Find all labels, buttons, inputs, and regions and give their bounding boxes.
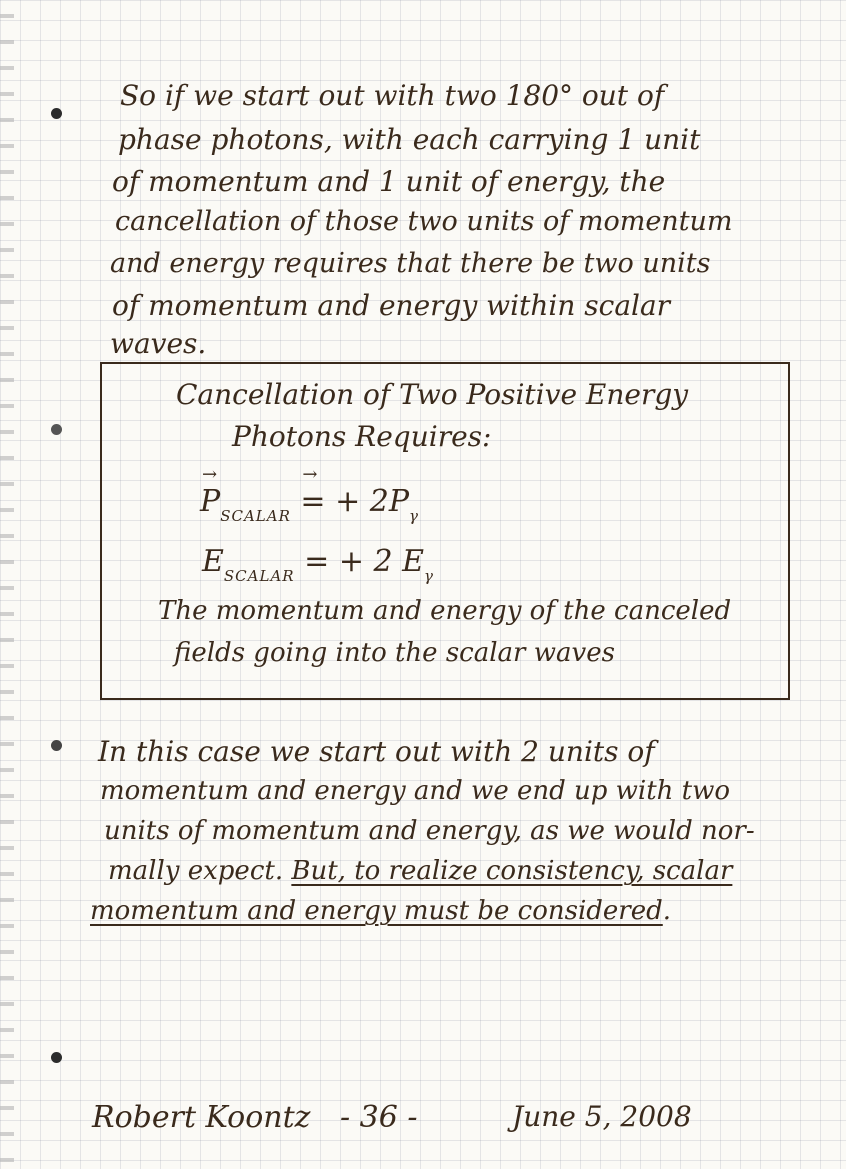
para2-underlined-end: momentum and energy must be considered <box>90 896 663 926</box>
binder-hole-top <box>51 108 62 119</box>
page-number: - 36 - <box>340 1100 418 1135</box>
para1-line-1: So if we start out with two 180° out of <box>120 79 665 112</box>
energy-photon-subscript: γ <box>424 567 434 585</box>
box-heading-line-1: Cancellation of Two Positive Energy <box>176 378 689 411</box>
box-heading-line-2: Photons Requires: <box>232 420 492 453</box>
binder-hole-middle <box>51 424 62 435</box>
para1-line-7: waves. <box>110 327 207 360</box>
box-note-line-1: The momentum and energy of the canceled <box>158 596 732 626</box>
momentum-scalar-subscript: SCALAR <box>220 507 291 525</box>
author-signature: Robert Koontz <box>92 1100 311 1135</box>
binder-hole-lower <box>51 740 62 751</box>
page-date: June 5, 2008 <box>512 1100 692 1133</box>
energy-photon-term: = + 2 E <box>304 544 425 579</box>
para2-line-4 <box>108 850 732 893</box>
energy-scalar-symbol: E <box>202 544 224 579</box>
para2-line-5 <box>90 890 671 933</box>
energy-scalar-subscript: SCALAR <box>223 567 295 585</box>
energy-equation <box>202 544 434 585</box>
box-note-line-2: fields going into the scalar waves <box>174 638 615 668</box>
result-box <box>100 362 790 700</box>
para1-line-2: phase photons, with each carrying 1 unit <box>118 123 701 156</box>
para2-line-1: In this case we start out with 2 units of <box>98 735 655 768</box>
momentum-photon-term: → = + 2P <box>300 484 409 519</box>
para2-final-period: . <box>662 896 672 926</box>
para1-line-3: of momentum and 1 unit of energy, the <box>112 165 666 198</box>
momentum-photon-subscript: γ <box>409 507 420 525</box>
para2-underlined-start: But, to realize consistency, scalar <box>291 856 733 886</box>
para1-line-6: of momentum and energy within scalar <box>112 289 671 322</box>
spiral-binding <box>0 0 14 1169</box>
binder-hole-bottom <box>51 1052 62 1063</box>
para2-line-4-text: mally expect. <box>108 856 292 886</box>
momentum-scalar-symbol: → P <box>200 484 220 519</box>
para1-line-4: cancellation of those two units of momentum <box>115 206 733 237</box>
para1-line-5: and energy requires that there be two units <box>110 248 711 279</box>
para2-line-3: units of momentum and energy, as we would nor- <box>104 816 755 846</box>
momentum-equation <box>200 484 419 525</box>
para2-line-2: momentum and energy and we end up with two <box>100 776 731 806</box>
